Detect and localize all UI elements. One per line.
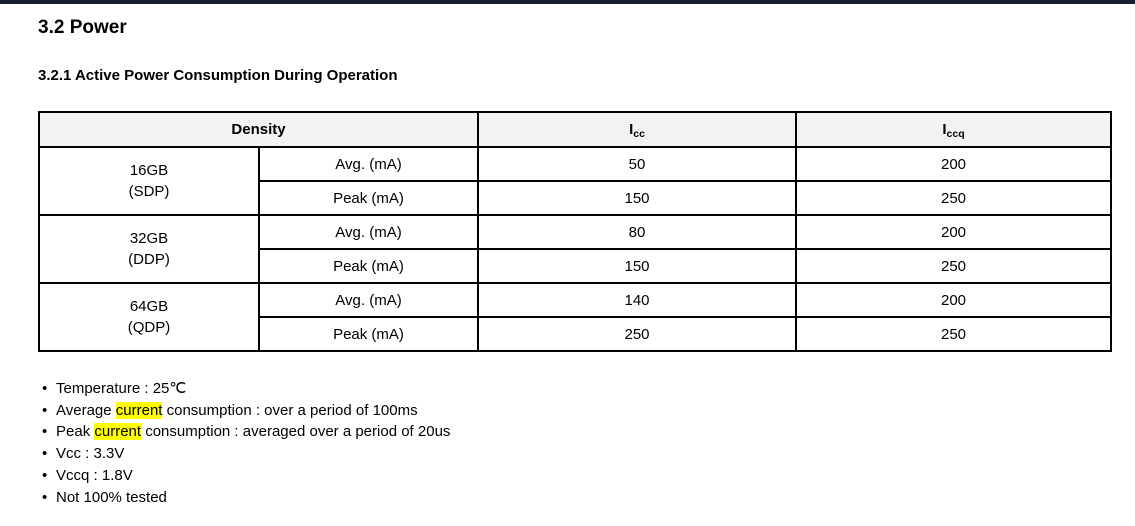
note-vcc [38, 443, 1110, 465]
density-package: (SDP) [128, 183, 170, 200]
density-size: 16GB [129, 162, 169, 179]
table-row [39, 147, 1111, 181]
bullet-icon: • [42, 380, 48, 397]
iccq-value-cell: 250 [796, 181, 1111, 215]
row-label-cell: Avg. (mA) [259, 215, 478, 249]
notes-list [38, 378, 1110, 508]
note-highlight: current [115, 401, 163, 419]
bullet-icon: • [42, 488, 48, 506]
density-cell-32gb [39, 215, 259, 283]
iccq-value-cell: 250 [796, 317, 1111, 351]
icc-symbol: I [629, 121, 634, 138]
subsection-title: 3.2.1 Active Power Consumption During Operation [38, 67, 398, 84]
note-text: Temperature : 25℃ [56, 380, 187, 397]
iccq-value-cell: 250 [796, 249, 1111, 283]
icc-subscript: cc [633, 128, 645, 140]
bullet-icon: • [42, 423, 48, 441]
header-icc [478, 112, 796, 147]
bullet-icon: • [42, 466, 48, 484]
row-label-cell: Peak (mA) [259, 317, 478, 351]
icc-value-cell: 140 [478, 283, 796, 317]
row-label-cell: Peak (mA) [259, 249, 478, 283]
note-highlight: current [94, 423, 142, 441]
density-package: (QDP) [127, 319, 171, 336]
icc-value-cell: 80 [478, 215, 796, 249]
iccq-symbol: I [942, 121, 947, 138]
icc-value-cell: 50 [478, 147, 796, 181]
icc-value-cell: 150 [478, 249, 796, 283]
power-consumption-table [38, 111, 1112, 352]
note-average-current [38, 400, 1110, 422]
density-cell-64gb [39, 283, 259, 351]
bullet-icon: • [42, 445, 48, 463]
note-text: Vccq : 1.8V [56, 466, 133, 484]
header-iccq [796, 112, 1111, 147]
note-not-tested [38, 487, 1110, 509]
document-page [0, 4, 1135, 508]
bullet-icon: • [42, 401, 48, 419]
note-text: consumption : over a period of 100ms [162, 401, 418, 419]
note-temperature [38, 378, 1110, 400]
iccq-subscript: ccq [946, 128, 965, 140]
density-size: 64GB [129, 298, 169, 315]
note-text: Vcc : 3.3V [56, 445, 125, 463]
note-text: Not 100% tested [56, 488, 167, 506]
iccq-value-cell: 200 [796, 283, 1111, 317]
header-density: Density [39, 112, 478, 147]
section-title: 3.2 Power [38, 17, 127, 38]
iccq-value-cell: 200 [796, 147, 1111, 181]
icc-value-cell: 150 [478, 181, 796, 215]
density-package: (DDP) [128, 251, 170, 268]
table-row [39, 215, 1111, 249]
iccq-value-cell: 200 [796, 215, 1111, 249]
table-header-row [39, 112, 1111, 147]
row-label-cell: Avg. (mA) [259, 147, 478, 181]
note-text: consumption : averaged over a period of 20us [141, 423, 451, 441]
icc-value-cell: 250 [478, 317, 796, 351]
note-vccq [38, 465, 1110, 487]
row-label-cell: Avg. (mA) [259, 283, 478, 317]
density-cell-16gb [39, 147, 259, 215]
note-text: Peak [56, 423, 95, 441]
row-label-cell: Peak (mA) [259, 181, 478, 215]
note-text: Average [56, 401, 116, 419]
note-peak-current [38, 421, 1110, 443]
table-row [39, 283, 1111, 317]
density-size: 32GB [129, 230, 169, 247]
